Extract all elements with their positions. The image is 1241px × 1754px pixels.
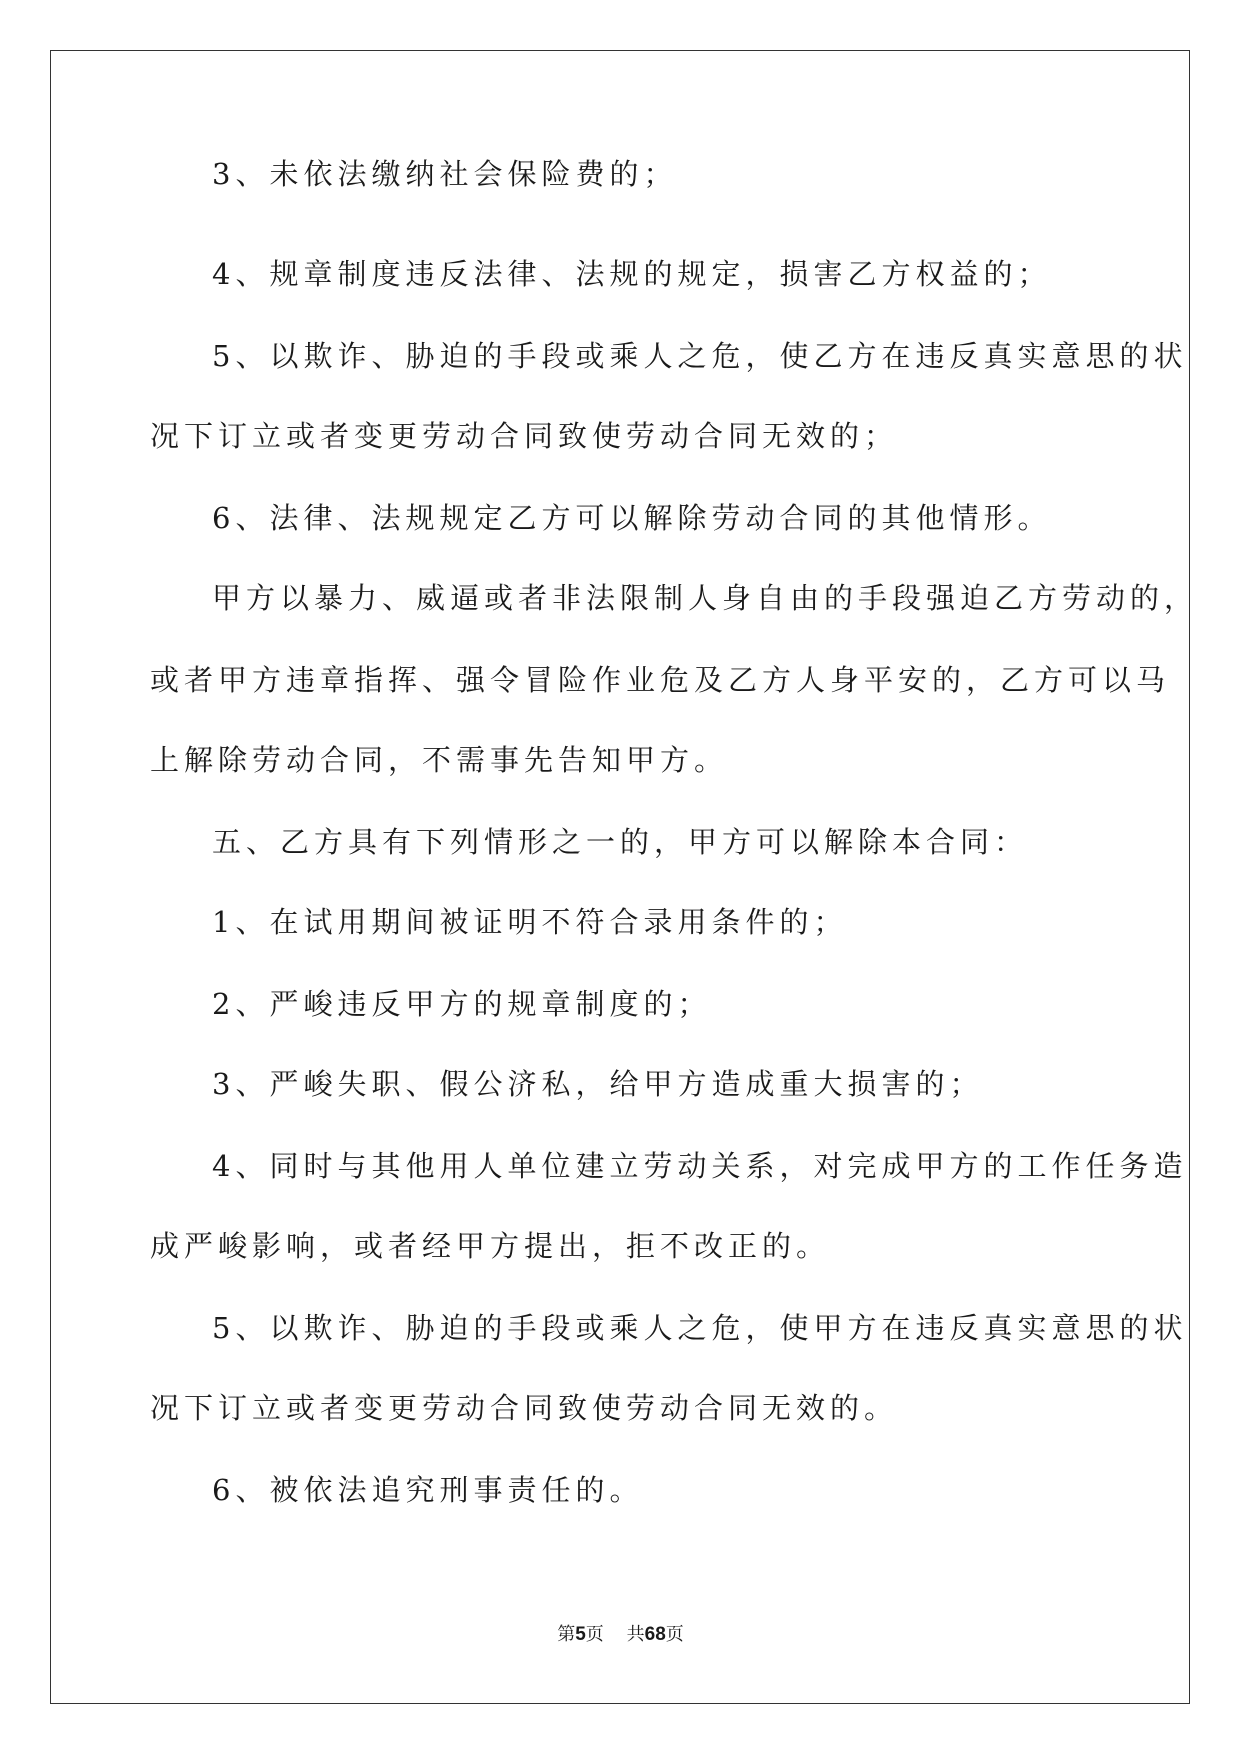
paragraph-line: 五、乙方具有下列情形之一的，甲方可以解除本合同： (212, 825, 1029, 859)
page-border (50, 50, 1190, 1704)
paragraph-line: 况下订立或者变更劳动合同致使劳动合同无效的； (150, 419, 899, 453)
paragraph-line: 况下订立或者变更劳动合同致使劳动合同无效的。 (150, 1391, 899, 1425)
paragraph-line: 2、严峻违反甲方的规章制度的； (212, 987, 712, 1021)
paragraph-line: 3、严峻失职、假公济私，给甲方造成重大损害的； (212, 1067, 984, 1101)
paragraph-line: 4、同时与其他用人单位建立劳动关系，对完成甲方的工作任务造 (212, 1149, 1188, 1183)
paragraph-line: 1、在试用期间被证明不符合录用条件的； (212, 905, 848, 939)
paragraph-line: 6、法律、法规规定乙方可以解除劳动合同的其他情形。 (212, 501, 1052, 535)
paragraph-line: 6、被依法追究刑事责任的。 (212, 1473, 644, 1507)
paragraph-line: 3、未依法缴纳社会保险费的； (212, 157, 678, 191)
page-footer (0, 1620, 1241, 1646)
total-page-count: 68 (644, 1624, 666, 1645)
footer-total-suffix: 页 (665, 1624, 684, 1645)
current-page-number: 5 (575, 1624, 586, 1645)
paragraph-line: 4、规章制度违反法律、法规的规定，损害乙方权益的； (212, 257, 1052, 291)
footer-total-prefix: 共 (626, 1624, 645, 1645)
paragraph-line: 或者甲方违章指挥、强令冒险作业危及乙方人身平安的，乙方可以马 (150, 663, 1171, 697)
paragraph-line: 甲方以暴力、威逼或者非法限制人身自由的手段强迫乙方劳动的， (212, 581, 1199, 615)
paragraph-line: 5、以欺诈、胁迫的手段或乘人之危，使甲方在违反真实意思的状 (212, 1311, 1188, 1345)
paragraph-line: 5、以欺诈、胁迫的手段或乘人之危，使乙方在违反真实意思的状 (212, 339, 1188, 373)
footer-page-suffix: 页 (585, 1624, 604, 1645)
paragraph-line: 成严峻影响，或者经甲方提出，拒不改正的。 (150, 1229, 831, 1263)
paragraph-line: 上解除劳动合同，不需事先告知甲方。 (150, 743, 729, 777)
footer-prefix: 第 (557, 1624, 576, 1645)
